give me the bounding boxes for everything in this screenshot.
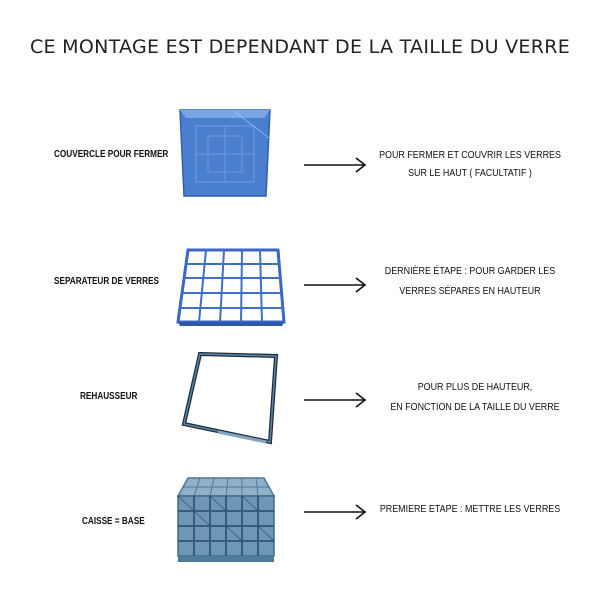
base-crate-illustration [170, 476, 282, 566]
desc-lid-line1: POUR FERMER ET COUVRIR LES VERRES [379, 149, 561, 161]
extender-frame-illustration [178, 350, 282, 446]
label-lid: COUVERCLE POUR FERMER [54, 149, 169, 160]
arrow-icon [300, 155, 370, 175]
desc-separator-line2: VERRES SÉPARES EN HAUTEUR [399, 285, 541, 297]
label-separator: SEPARATEUR DE VERRES [54, 276, 159, 287]
desc-separator-line1: DERNIÈRE ÉTAPE : POUR GARDER LES [384, 265, 556, 277]
arrow-icon [300, 390, 370, 410]
arrow-icon [300, 502, 370, 522]
desc-extender-line1: POUR PLUS DE HAUTEUR, [417, 381, 533, 393]
desc-extender-line2: EN FONCTION DE LA TAILLE DU VERRE [390, 401, 560, 413]
desc-lid-line2: SUR LE HAUT ( FACULTATIF ) [408, 167, 532, 179]
desc-base-line1: PREMIERE ETAPE : METTRE LES VERRES [379, 503, 561, 515]
page-title: CE MONTAGE EST DEPENDANT DE LA TAILLE DU VERRE [29, 36, 571, 58]
label-base: CAISSE = BASE [82, 516, 145, 527]
label-extender: REHAUSSEUR [80, 391, 138, 402]
arrow-icon [300, 275, 370, 295]
lid-illustration [174, 108, 274, 198]
separator-grid-illustration [174, 246, 286, 326]
